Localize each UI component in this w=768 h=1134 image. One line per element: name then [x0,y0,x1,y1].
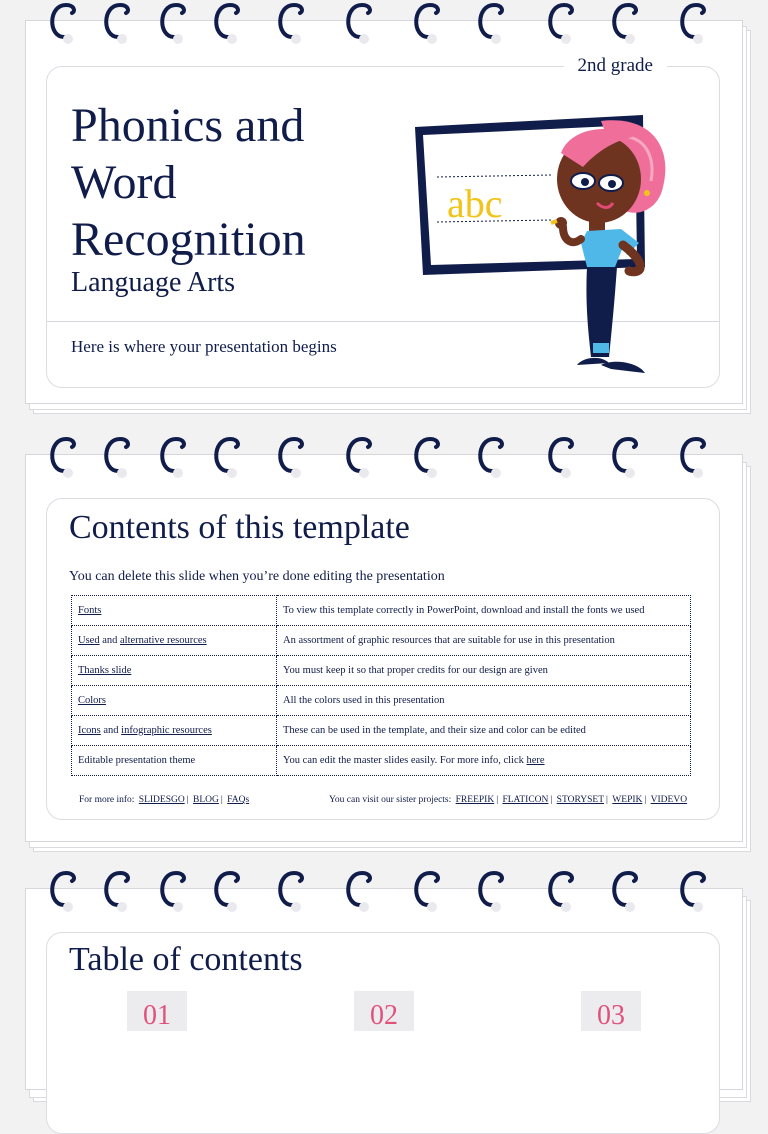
flaticon-link[interactable]: FLATICON [502,795,549,805]
blog-link[interactable]: BLOG [193,795,219,805]
table-cell [72,596,277,626]
title-line: Phonics and [71,99,305,152]
resources-table [71,595,691,776]
board-text: abc [447,181,503,226]
footer-more-info: For more info: SLIDESGO | BLOG | FAQs [79,795,250,805]
wepik-link[interactable]: WEPIK [612,795,643,805]
here-link[interactable]: here [526,755,545,766]
table-cell: You must keep it so that proper credits for our design are given [277,656,691,686]
slide-1[interactable] [0,0,768,420]
table-cell [277,746,691,776]
spiral-rings [26,0,742,45]
table-cell: To view this template correctly in PowerPoint, download and install the fonts we used [277,596,691,626]
table-cell [72,656,277,686]
fonts-link[interactable]: Fonts [78,605,102,616]
table-cell: Editable presentation theme [72,746,277,776]
faqs-link[interactable]: FAQs [227,795,250,805]
table-row [72,746,691,776]
section-number: 03 [581,991,641,1031]
alternative-resources-link[interactable]: alternative resources [120,635,207,646]
table-cell: An assortment of graphic resources that are suitable for use in this presentation [277,626,691,656]
footer-sister-projects: You can visit our sister projects: FREEPIK | FLATICON | STORYSET | WEPIK | VIDEVO [329,795,688,805]
table-cell: All the colors used in this presentation [277,686,691,716]
slide-title: Table of contents [69,941,303,978]
colors-link[interactable]: Colors [78,695,107,706]
slide-intro: You can delete this slide when you’re done editing the presentation [69,569,445,584]
title-line: Recognition [71,213,306,266]
slide-title: Contents of this template [69,509,410,546]
section-number: 01 [127,991,187,1031]
slide-3[interactable] [0,866,768,1031]
presentation-title [71,97,306,268]
thanks-slide-link[interactable]: Thanks slide [78,665,132,676]
connector-text: and [99,635,121,646]
footer-label: For more info: [79,795,135,805]
spiral-rings [26,867,742,913]
storyset-link[interactable]: STORYSET [556,795,605,805]
table-row [72,626,691,656]
tagline: Here is where your presentation begins [71,337,337,356]
used-link[interactable]: Used [78,635,100,646]
table-cell [72,626,277,656]
table-row [72,596,691,626]
table-cell [72,686,277,716]
grade-label: 2nd grade [564,55,667,77]
table-row [72,686,691,716]
infographic-resources-link[interactable]: infographic resources [121,725,212,736]
presentation-subtitle: Language Arts [71,267,236,298]
freepik-link[interactable]: FREEPIK [455,795,495,805]
table-cell: These can be used in the template, and their size and color can be edited [277,716,691,746]
table-cell [72,716,277,746]
videvo-link[interactable]: VIDEVO [650,795,688,805]
icons-link[interactable]: Icons [78,725,101,736]
section-number: 02 [354,991,414,1031]
cell-text: You can edit the master slides easily. For more info, click [283,755,527,766]
connector-text: and [100,725,122,736]
teacher-illustration [411,107,701,387]
title-line: Word [71,156,177,209]
toc-card [46,932,720,1134]
contents-card [46,498,720,820]
spiral-rings [26,433,742,479]
footer-label: You can visit our sister projects: [329,795,452,805]
slidesgo-link[interactable]: SLIDESGO [138,795,185,805]
title-card [46,55,720,388]
slide-2[interactable] [0,430,768,860]
table-row [72,656,691,686]
table-row [72,716,691,746]
